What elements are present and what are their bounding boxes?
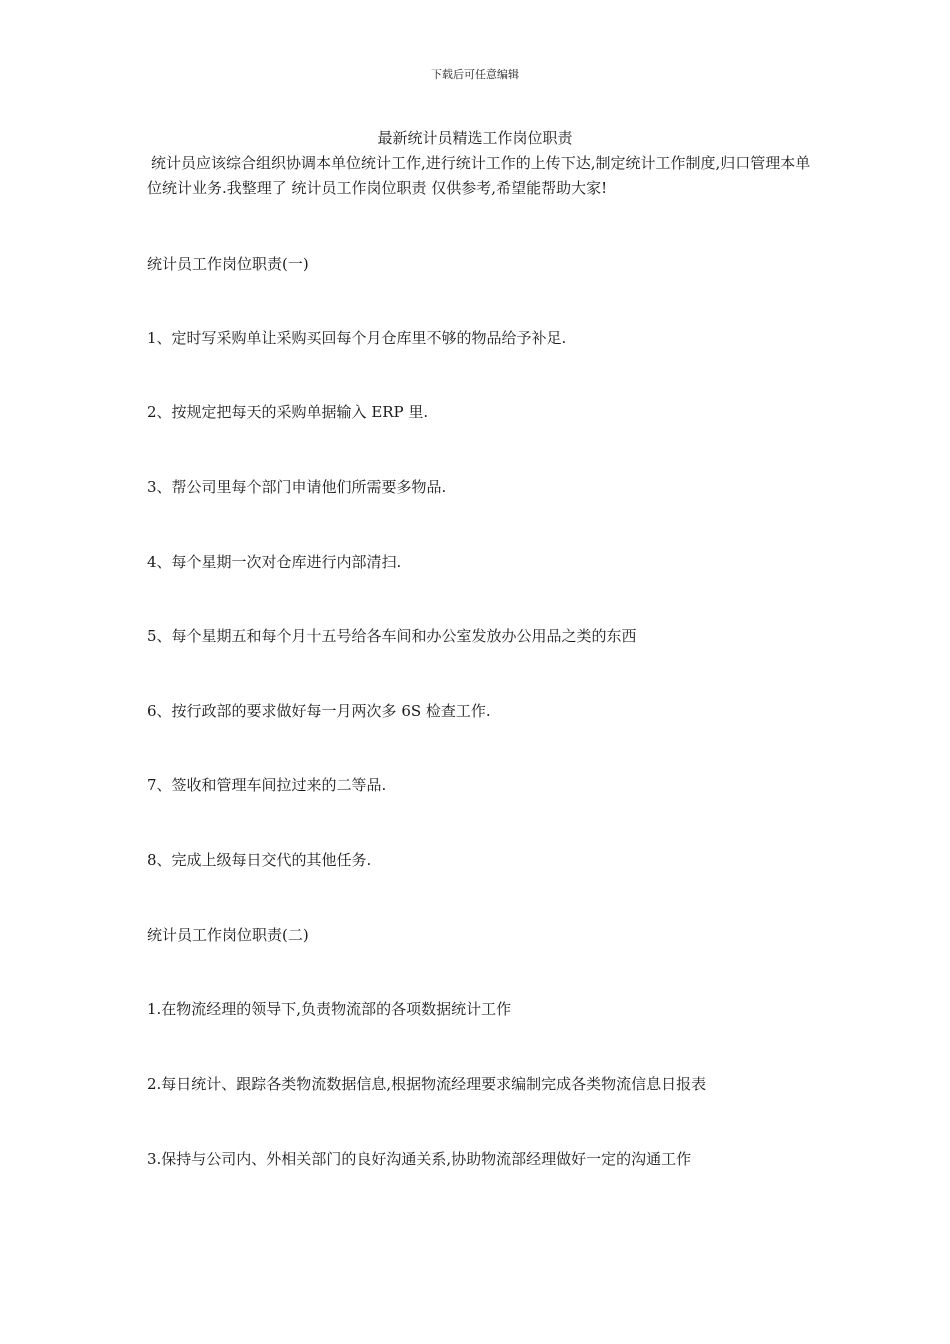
- list-item: 5、每个星期五和每个月十五号给各车间和办公室发放办公用品之类的东西: [147, 627, 637, 645]
- list-item: 1.在物流经理的领导下,负责物流部的各项数据统计工作: [147, 1000, 512, 1018]
- list-item: 2、按规定把每天的采购单据输入 ERP 里.: [147, 403, 429, 421]
- document-title: 最新统计员精选工作岗位职责: [377, 129, 573, 147]
- list-item: 8、完成上级每日交代的其他任务.: [147, 851, 372, 869]
- list-item: 6、按行政部的要求做好每一月两次多 6S 检查工作.: [147, 702, 491, 720]
- list-item: 4、每个星期一次对仓库进行内部清扫.: [147, 553, 402, 571]
- list-item: 3.保持与公司内、外相关部门的良好沟通关系,协助物流部经理做好一定的沟通工作: [147, 1150, 692, 1168]
- list-item: 7、签收和管理车间拉过来的二等品.: [147, 776, 387, 794]
- list-item: 1、定时写采购单让采购买回每个月仓库里不够的物品给予补足.: [147, 329, 567, 347]
- list-item: 3、帮公司里每个部门申请他们所需要多物品.: [147, 478, 447, 496]
- section-heading-2: 统计员工作岗位职责(二): [147, 926, 309, 944]
- section-heading-1: 统计员工作岗位职责(一): [147, 255, 309, 273]
- list-item: 2.每日统计、跟踪各类物流数据信息,根据物流经理要求编制完成各类物流信息日报表: [147, 1075, 707, 1093]
- header-note: 下载后可任意编辑: [431, 68, 519, 81]
- intro-paragraph: 统计员应该综合组织协调本单位统计工作,进行统计工作的上传下达,制定统计工作制度,归口管理本单位统计业务.我整理了 统计员工作岗位职责 仅供参考,希望能帮助大家!: [147, 154, 811, 197]
